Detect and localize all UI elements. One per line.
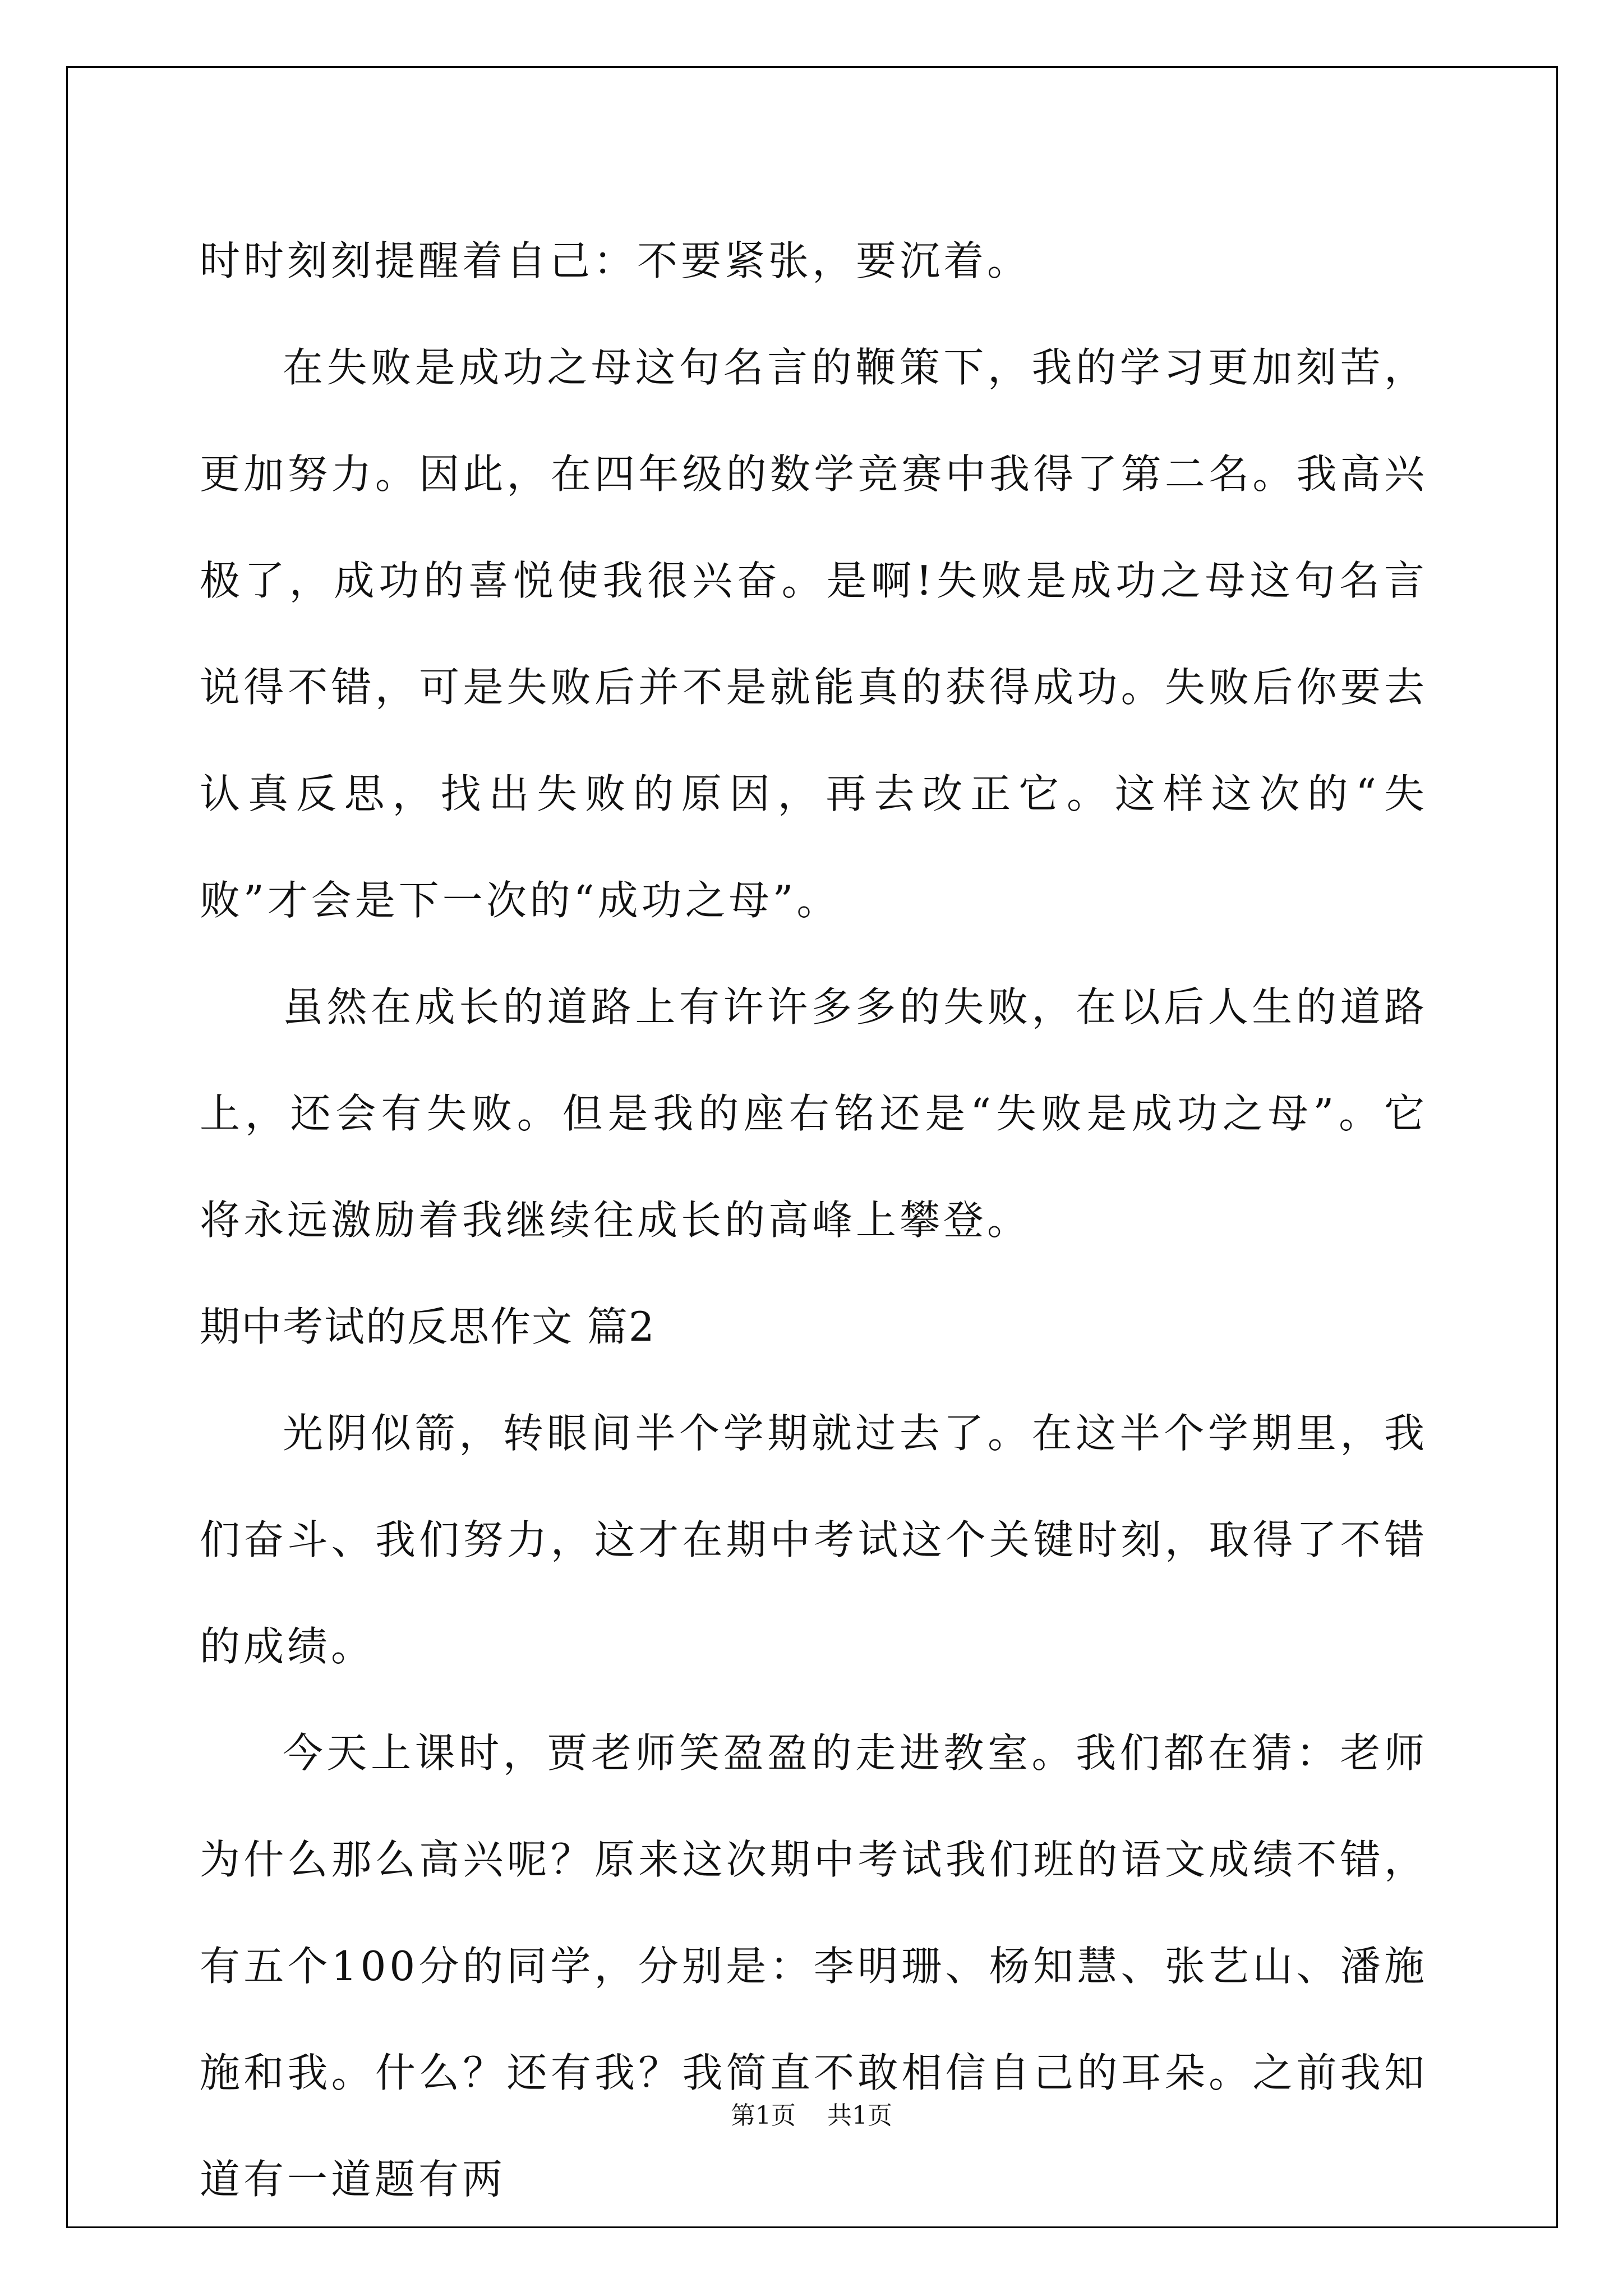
- paragraph-1: 时时刻刻提醒着自己：不要紧张，要沉着。: [200, 237, 1031, 284]
- paragraph-3: 虽然在成长的道路上有许许多多的失败，在以后人生的道路上，还会有失败。但是我的座右铭还是“失败是成功之母”。它将永远激励着我继续往成长的高峰上攀登。: [200, 983, 1428, 1244]
- document-body: [200, 208, 1428, 2233]
- page-total: 共1页: [827, 2101, 892, 2130]
- section-heading: 期中考试的反思作文 篇2: [200, 1303, 656, 1350]
- paragraph-5: 今天上课时，贾老师笑盈盈的走进教室。我们都在猜：老师为什么那么高兴呢？原来这次期中考试我们班的语文成绩不错，有五个100分的同学，分别是：李明珊、杨知慧、张艺山、潘施施和我。什么？还有我？我简直不敢相信自己的耳朵。之前我知道有一道题有两: [200, 1729, 1428, 2203]
- paragraph-4: 光阴似箭，转眼间半个学期就过去了。在这半个学期里，我们奋斗、我们努力，这才在期中考试这个关键时刻，取得了不错的成绩。: [200, 1410, 1428, 1670]
- paragraph-2: 在失败是成功之母这句名言的鞭策下，我的学习更加刻苦，更加努力。因此，在四年级的数学竞赛中我得了第二名。我高兴极了，成功的喜悦使我很兴奋。是啊!失败是成功之母这句名言说得不错，可是失败后并不是就能真的获得成功。失败后你要去认真反思，找出失败的原因，再去改正它。这样这次的“失败”才会是下一次的“成功之母”。: [200, 344, 1428, 924]
- page-number: 第1页: [731, 2101, 796, 2130]
- page-footer: [0, 2095, 1623, 2131]
